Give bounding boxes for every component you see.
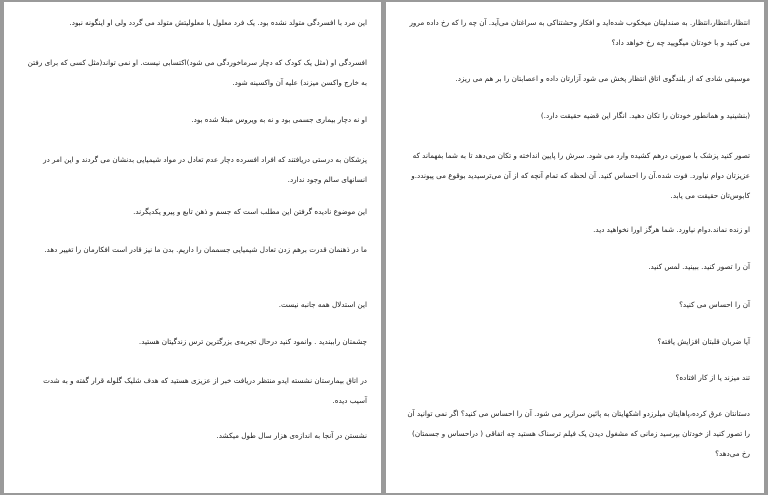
paragraph: پزشکان به درستی دریافتند که افراد افسرده دچار عدم تعادل در مواد شیمیایی بدنشان می گردند و این امر در انسانهای سالم وجود ندارد. [43, 155, 367, 184]
paragraph: نشستن در آنجا به اندازه‌ی هزار سال طول میکشد. [216, 431, 367, 440]
paragraph: ما در ذهنمان قدرت برهم زدن تعادل شیمیایی جسممان را داریم. بدن ما نیز قادر است افکارمان را تغییر دهد. [44, 245, 367, 254]
paragraph: افسردگی او (مثل یک کودک که دچار سرماخوردگی می شود)اکتسابی نیست. او نمی تواند(مثل کسی که برای رفتن به خارج واکسن میزند) علیه آن واکسینه شود. [27, 58, 367, 87]
paragraph: در اتاق بیمارستان نشسته ایدو منتظر دریافت خبر از عزیزی هستید که هدف شلیک گلوله قرار گفته و به شدت آسیب دیده. [43, 376, 367, 405]
paragraph: آن را احساس می کنید؟ [679, 300, 750, 309]
paragraph: دستانتان عرق کرده،پاهایتان میلرزدو اشکهایتان به پائین سرازیر می شود. آن را احساس می کنید؟ اگر نمی توانید آن را تصور کنید از خودتان بپرسید زمانی که مشغول دیدن یک فیلم ترسناک هستید چه اتفاقی ( دراحساس و جسمتان) رخ می‌دهد؟ [407, 409, 750, 458]
paragraph: این استدلال همه جانبه نیست. [278, 300, 367, 309]
paragraph: او زنده نماند.دوام نیاورد. شما هرگز اورا نخواهید دید. [593, 225, 750, 234]
paragraph: موسیقی شادی که از بلندگوی اتاق انتظار پخش می شود آزارتان داده و اعصابتان را بر هم می ریزد. [455, 74, 750, 83]
paragraph: انتظار،انتظار،انتظار. به صندلیتان میخکوب شده‌اید و افکار وحشتناکی به سراغتان می‌آید. آن چه را که رخ داده مرور می کنید و با خودتان میگویید چه رخ خواهد داد؟ [409, 18, 750, 47]
paragraph: چشمتان راببندید . وانمود کنید درحال تجربه‌ی بزرگترین ترس زندگیتان هستید. [138, 337, 367, 346]
paragraph: آیا ضربان قلبتان افزایش یافته؟ [657, 337, 750, 346]
left-page [4, 2, 381, 493]
paragraph: تصور کنید پزشک با صورتی درهم کشیده وارد می شود. سرش را پایین انداخته و تکان می‌دهد تا به شما بفهماند که عزیزتان دوام نیاورد. فوت شده.آن را احساس کنید. آن لحظه که تمام آنچه که از آن می‌ترسیدید بوقوع می پیوندد.و کابوس‌تان حقیقت می یابد. [411, 151, 750, 200]
paragraph: این مرد با افسردگی متولد نشده بود. یک فرد معلول با معلولیتش متولد می گردد ولی او اینگونه نبود. [69, 18, 367, 27]
right-page [386, 2, 764, 493]
paragraph: (بنشینید و همانطور خودتان را تکان دهید. انگار این قضیه حقیقت دارد.) [540, 111, 750, 120]
paragraph: تند میزند یا از کار افتاده؟ [675, 373, 750, 382]
paragraph: آن را تصور کنید. ببینید. لمس کنید. [648, 262, 750, 271]
paragraph: این موضوع نادیده گرفتن این مطلب است که جسم و ذهن تابع و پیرو یکدیگرند. [133, 207, 367, 216]
paragraph: او نه دچار بیماری جسمی بود و نه به ویروس مبتلا شده بود. [191, 115, 367, 124]
